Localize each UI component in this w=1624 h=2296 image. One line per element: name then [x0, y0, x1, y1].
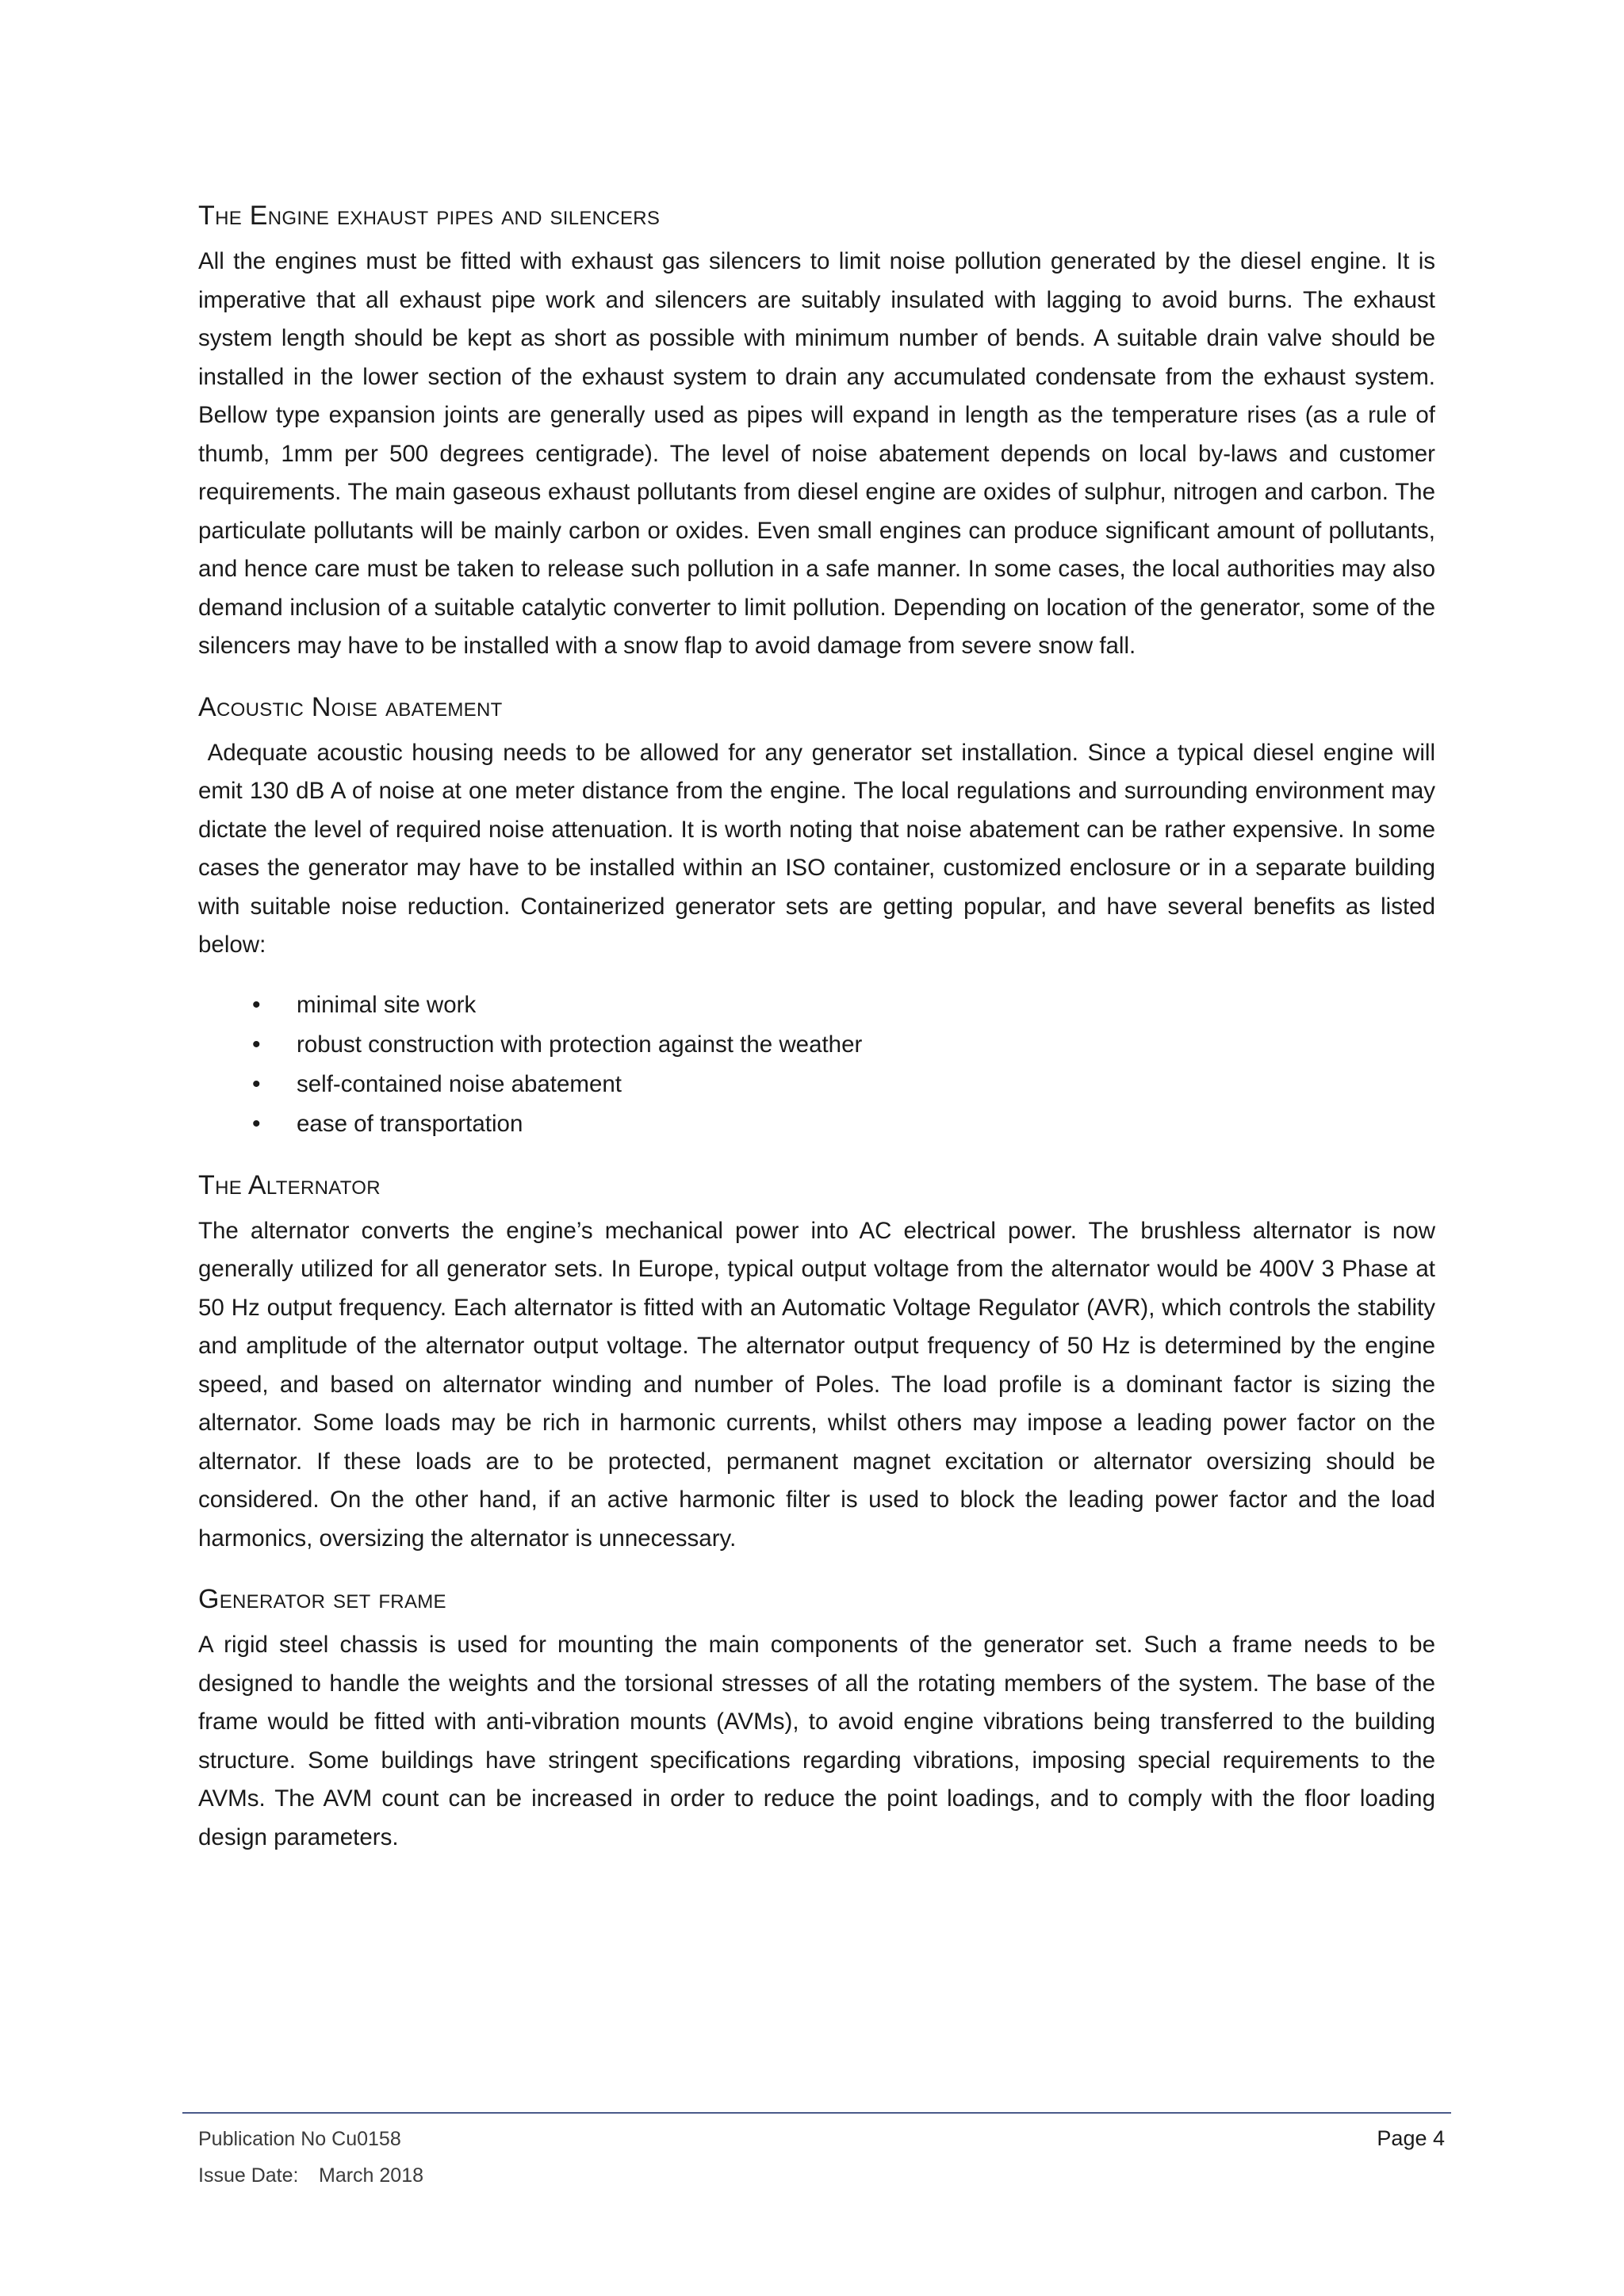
list-item: • ease of transportation — [198, 1104, 1435, 1144]
section-acoustic — [198, 690, 1442, 1144]
page-number: Page 4 — [1377, 2126, 1445, 2150]
bullet-icon: • — [252, 1070, 261, 1097]
section-heading: The Engine exhaust pipes and silencers — [198, 201, 661, 231]
bullet-icon: • — [252, 1110, 261, 1137]
footer-issue-date — [198, 2164, 423, 2187]
section-alternator — [198, 1168, 1435, 1559]
section-paragraph: The alternator converts the engine’s mechanical power into AC electrical power. The brushless alternator is now generally utilized for all generator sets. In Europe, typical output voltage from the alternator would be 400V 3 Phase at 50 Hz output frequency. Each alternator is fitted with an Automatic Voltage Regulator (AVR), which controls the stability and amplitude of the alternator output voltage. The alternator output frequency of 50 Hz is determined by the engine speed, and based on alternator winding and number of Poles. The load profile is a dominant factor is sizing the alternator. Some loads may be rich in harmonic currents, whilst others may impose a leading power factor on the alternator. If these loads are to be protected, permanent magnet excitation or alternator oversizing should be considered. On the other hand, if an active harmonic filter is used to block the leading power factor and the load harmonics, oversizing the alternator is unnecessary. — [198, 1217, 1435, 1552]
issue-date-label: Issue Date: — [198, 2164, 299, 2187]
section-paragraph: All the engines must be fitted with exhaust gas silencers to limit noise pollution generated by the diesel engine. It is imperative that all exhaust pipe work and silencers are suitably insulated with lagging to avoid burns. The exhaust system length should be kept as short as possible with minimum number of bends. A suitable drain valve should be installed in the lower section of the exhaust system to drain any accumulated condensate from the exhaust system. Bellow type expansion joints are generally used as pipes will expand in length as the temperature rises (as a rule of thumb, 1mm per 500 degrees centigrade). The level of noise abatement depends on local by-laws and customer requirements. The main gaseous exhaust pollutants from diesel engine are oxides of sulphur, nitrogen and carbon. The particulate pollutants will be mainly carbon or oxides. Even small engines can produce significant amount of pollutants, and hence care must be taken to release such pollution in a safe manner. In some cases, the local authorities may also demand inclusion of a suitable catalytic converter to limit pollution. Depending on location of the generator, some of the silencers may have to be installed with a snow flap to avoid damage from severe snow fall. — [198, 248, 1435, 659]
section-frame — [198, 1582, 1435, 1857]
benefits-list — [198, 985, 1435, 1144]
list-item: • self-contained noise abatement — [198, 1065, 1435, 1104]
issue-date-value: March 2018 — [319, 2164, 424, 2187]
section-paragraph: A rigid steel chassis is used for mounting the main components of the generator set. Such a frame needs to be designed to handle the weights and the torsional stresses of all the rotating members of the system. The base of the frame would be fitted with anti-vibration mounts (AVMs), to avoid engine vibrations being transferred to the building structure. Some buildings have stringent specifications regarding vibrations, imposing special requirements to the AVMs. The AVM count can be increased in order to reduce the point loadings, and to comply with the floor loading design parameters. — [198, 1632, 1435, 1850]
footer-publication: Publication No Cu0158 — [198, 2128, 401, 2150]
list-item: • robust construction with protection against the weather — [198, 1025, 1435, 1065]
bullet-icon: • — [252, 991, 261, 1018]
section-exhaust — [198, 198, 1435, 666]
footer-divider — [182, 2112, 1451, 2114]
section-heading: The Alternator — [198, 1169, 381, 1200]
list-item: • minimal site work — [198, 985, 1435, 1025]
section-heading: Acoustic Noise abatement — [198, 691, 503, 722]
document-body — [198, 198, 1442, 1881]
section-paragraph: Adequate acoustic housing needs to be allowed for any generator set installation. Since a typical diesel engine will emit 130 dB A of noise at one meter distance from the engine. The local regulations and surrounding environment may dictate the level of required noise attenuation. It is worth noting that noise abatement can be rather expensive. In some cases the generator may have to be installed within an ISO container, customized enclosure or in a separate building with suitable noise reduction. Containerized generator sets are getting popular, and have several benefits as listed below: — [198, 739, 1442, 958]
section-heading: Generator set frame — [198, 1584, 446, 1614]
bullet-icon: • — [252, 1031, 261, 1058]
